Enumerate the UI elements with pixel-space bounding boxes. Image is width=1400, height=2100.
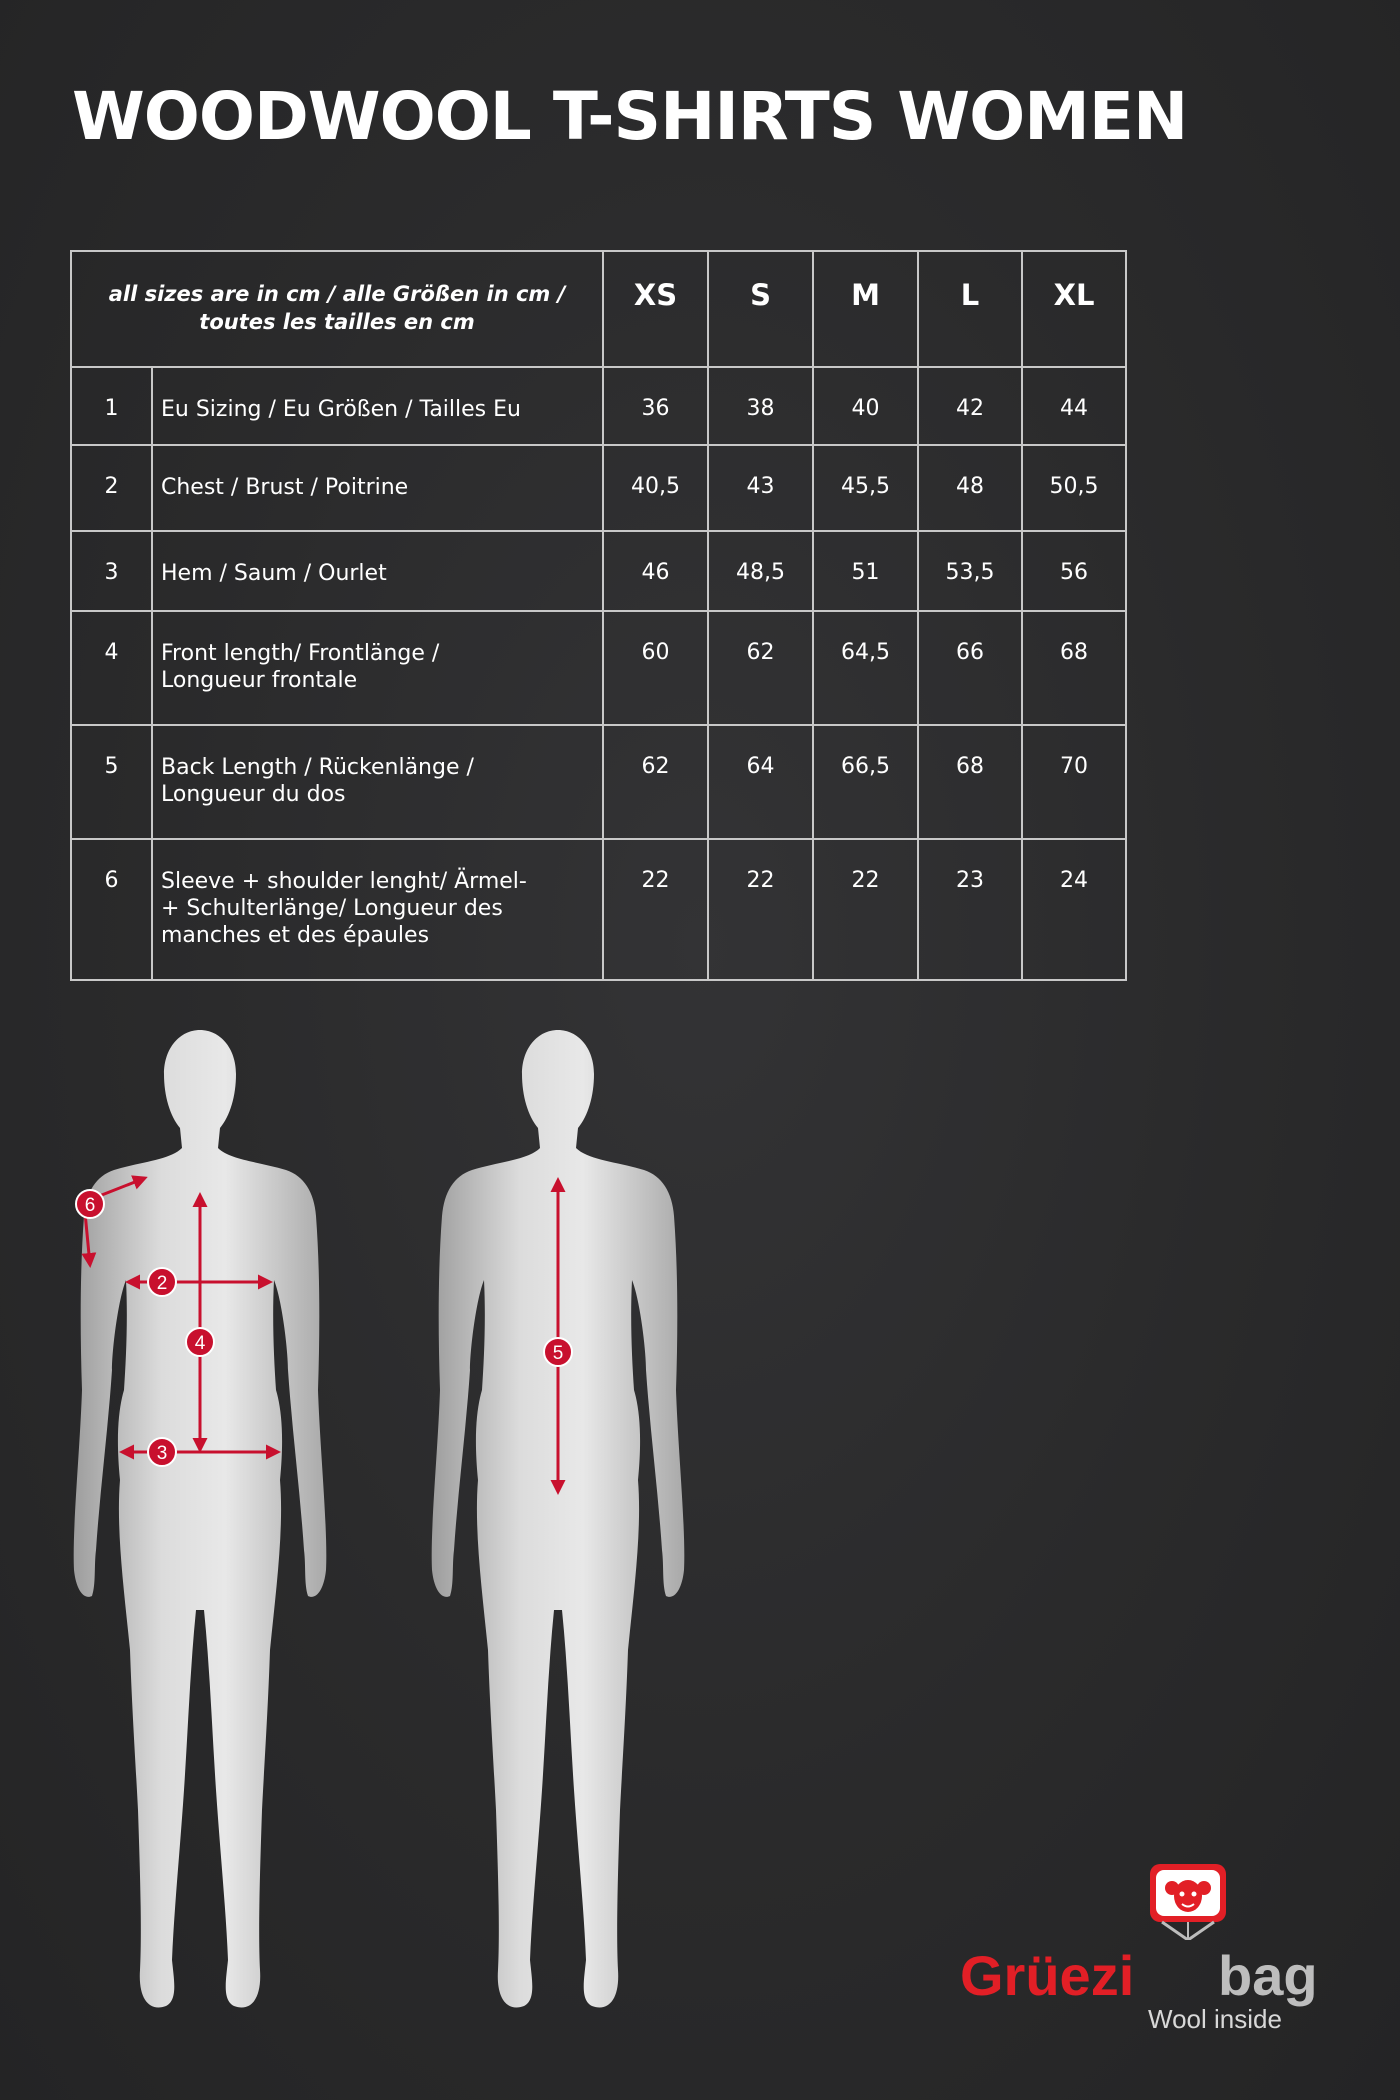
- cell-value: 53,5: [918, 531, 1022, 611]
- marker-5-label: 5: [552, 1343, 564, 1364]
- cell-value: 60: [603, 611, 708, 725]
- cell-value: 56: [1022, 531, 1126, 611]
- table-row: [71, 611, 1126, 725]
- cell-value: 24: [1022, 839, 1126, 980]
- cell-value: 48: [918, 445, 1022, 531]
- cell-value: 70: [1022, 725, 1126, 839]
- marker-2-label: 2: [156, 1273, 168, 1294]
- row-number: 5: [71, 725, 152, 839]
- back-mannequin: [432, 1030, 685, 2008]
- row-label: Chest / Brust / Poitrine: [152, 445, 603, 531]
- cell-value: 22: [603, 839, 708, 980]
- brand-suffix: bag: [1218, 1944, 1318, 2007]
- size-header-s: S: [708, 251, 813, 367]
- cell-value: 42: [918, 367, 1022, 445]
- marker-2: [148, 1268, 176, 1296]
- row-label: Hem / Saum / Ourlet: [152, 531, 603, 611]
- row-number: 4: [71, 611, 152, 725]
- cell-value: 22: [813, 839, 918, 980]
- row-label: Sleeve + shoulder lenght/ Ärmel- + Schulterlänge/ Longueur des manches et des épaules: [152, 839, 603, 980]
- brand-tagline: Wool inside: [1148, 2004, 1282, 2034]
- cell-value: 50,5: [1022, 445, 1126, 531]
- cell-value: 68: [918, 725, 1022, 839]
- row-number: 1: [71, 367, 152, 445]
- size-header-l: L: [918, 251, 1022, 367]
- size-header-m: M: [813, 251, 918, 367]
- cell-value: 38: [708, 367, 813, 445]
- units-note: all sizes are in cm / alle Größen in cm / toutes les tailles en cm: [71, 251, 603, 367]
- marker-3-label: 3: [156, 1443, 168, 1464]
- measurement-diagram: [0, 1010, 760, 2070]
- cell-value: 45,5: [813, 445, 918, 531]
- cell-value: 43: [708, 445, 813, 531]
- marker-6-label: 6: [84, 1195, 96, 1216]
- cell-value: 68: [1022, 611, 1126, 725]
- cell-value: 46: [603, 531, 708, 611]
- row-number: 6: [71, 839, 152, 980]
- cell-value: 66: [918, 611, 1022, 725]
- table-row: [71, 839, 1126, 980]
- cell-value: 40: [813, 367, 918, 445]
- row-number: 2: [71, 445, 152, 531]
- cell-value: 36: [603, 367, 708, 445]
- front-mannequin: [74, 1030, 327, 2008]
- cell-value: 22: [708, 839, 813, 980]
- table-row: [71, 445, 1126, 531]
- cell-value: 62: [708, 611, 813, 725]
- table-row: [71, 367, 1126, 445]
- cell-value: 40,5: [603, 445, 708, 531]
- row-label: Eu Sizing / Eu Größen / Tailles Eu: [152, 367, 603, 445]
- table-header-row: [71, 251, 1126, 367]
- brand-name: Grüezi: [960, 1944, 1135, 2007]
- cell-value: 23: [918, 839, 1022, 980]
- size-header-xl: XL: [1022, 251, 1126, 367]
- table-row: [71, 531, 1126, 611]
- table-row: [71, 725, 1126, 839]
- cell-value: 62: [603, 725, 708, 839]
- size-table: [70, 250, 1127, 981]
- cell-value: 51: [813, 531, 918, 611]
- size-header-xs: XS: [603, 251, 708, 367]
- cell-value: 64: [708, 725, 813, 839]
- cell-value: 66,5: [813, 725, 918, 839]
- cell-value: 44: [1022, 367, 1126, 445]
- marker-3: [148, 1438, 176, 1466]
- marker-4: [186, 1328, 214, 1356]
- page-title: WOODWOOL T-SHIRTS WOMEN: [72, 78, 1188, 155]
- marker-5: [544, 1338, 572, 1366]
- marker-6: [76, 1190, 104, 1218]
- brand-logo: [956, 1860, 1336, 2040]
- row-number: 3: [71, 531, 152, 611]
- cell-value: 64,5: [813, 611, 918, 725]
- cell-value: 48,5: [708, 531, 813, 611]
- sheep-zipper-icon: [1142, 1860, 1234, 1940]
- row-label: Back Length / Rückenlänge / Longueur du dos: [152, 725, 603, 839]
- marker-4-label: 4: [194, 1333, 206, 1354]
- row-label: Front length/ Frontlänge / Longueur frontale: [152, 611, 603, 725]
